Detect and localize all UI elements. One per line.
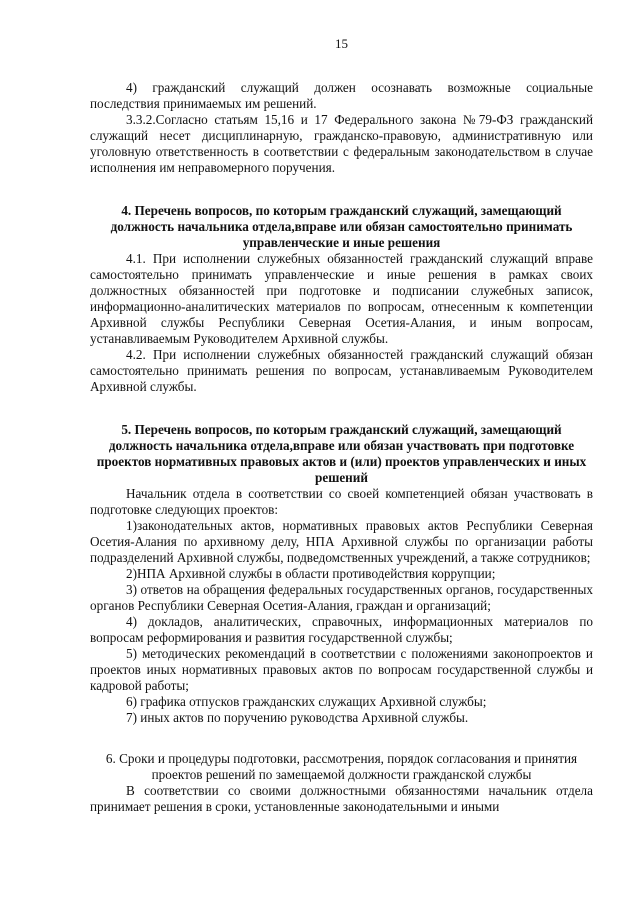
- page-number: 15: [335, 36, 348, 51]
- section-heading: 4. Перечень вопросов, по которым гражданский служащий, замещающий должность начальника отдела,вправе или обязан самостоятельно принимать управленческие и иные решения: [110, 203, 573, 250]
- list-item: 6) графика отпусков гражданских служащих Архивной службы;: [126, 694, 487, 709]
- section-heading: 5. Перечень вопросов, по которым гражданский служащий, замещающий должность начальника отдела,вправе или обязан участвовать при подготовке проектов нормативных правовых актов и (или) проектов управленческих и иных решений: [96, 422, 587, 485]
- paragraph: 4.1. При исполнении служебных обязанностей гражданский служащий вправе самостоятельно принимать управленческие и иные решения в рамках своих должностных обязанностей при подготовке и подписании служебных записок, информационно-аналитических материалов по вопросам, отнесенным к компетенции Архивной службы Республики Северная Осетия-Алания, и иным вопросам, устанавливаемым Руководителем Архивной службы.: [90, 251, 593, 346]
- paragraph: 3.3.2.Согласно статьям 15,16 и 17 Федерального закона №79-ФЗ гражданский служащий несет дисциплинарную, гражданско-правовую, административную или уголовную ответственность в соответствии с федеральным законодательством в случае исполнения им неправомерного поручения.: [90, 112, 593, 175]
- paragraph: 4) гражданский служащий должен осознавать возможные социальные последствия принимаемых им решений.: [90, 80, 593, 111]
- list-item: 4) докладов, аналитических, справочных, информационных материалов по вопросам реформирования и развития государственной службы;: [90, 614, 593, 645]
- paragraph: В соответствии со своими должностными обязанностями начальник отдела принимает решения в сроки, установленные законодательными и иными: [90, 783, 593, 814]
- document-page: [90, 36, 593, 815]
- list-item: 3) ответов на обращения федеральных государственных органов, государственных органов Республики Северная Осетия-Алания, граждан и организаций;: [90, 582, 593, 613]
- paragraph: 4.2. При исполнении служебных обязанностей гражданский служащий обязан самостоятельно принимать решения по вопросам, устанавливаемым Руководителем Архивной службы.: [90, 347, 593, 394]
- paragraph: Начальник отдела в соответствии со своей компетенцией обязан участвовать в подготовке следующих проектов:: [90, 486, 593, 517]
- list-item: 1)законодательных актов, нормативных правовых актов Республики Северная Осетия-Алания по архивному делу, НПА Архивной службы по организации работы подразделений Архивной службы, подведомственных учреждений, а также сотрудников;: [90, 518, 593, 565]
- list-item: 5) методических рекомендаций в соответствии с положениями законопроектов и проектов иных нормативных правовых актов по вопросам государственной службы и кадровой работы;: [90, 646, 593, 693]
- section-heading: 6. Сроки и процедуры подготовки, рассмотрения, порядок согласования и принятия проектов решений по замещаемой должности гражданской службы: [105, 751, 578, 782]
- list-item: 7) иных актов по поручению руководства Архивной службы.: [126, 710, 469, 725]
- list-item: 2)НПА Архивной службы в области противодействия коррупции;: [126, 566, 496, 581]
